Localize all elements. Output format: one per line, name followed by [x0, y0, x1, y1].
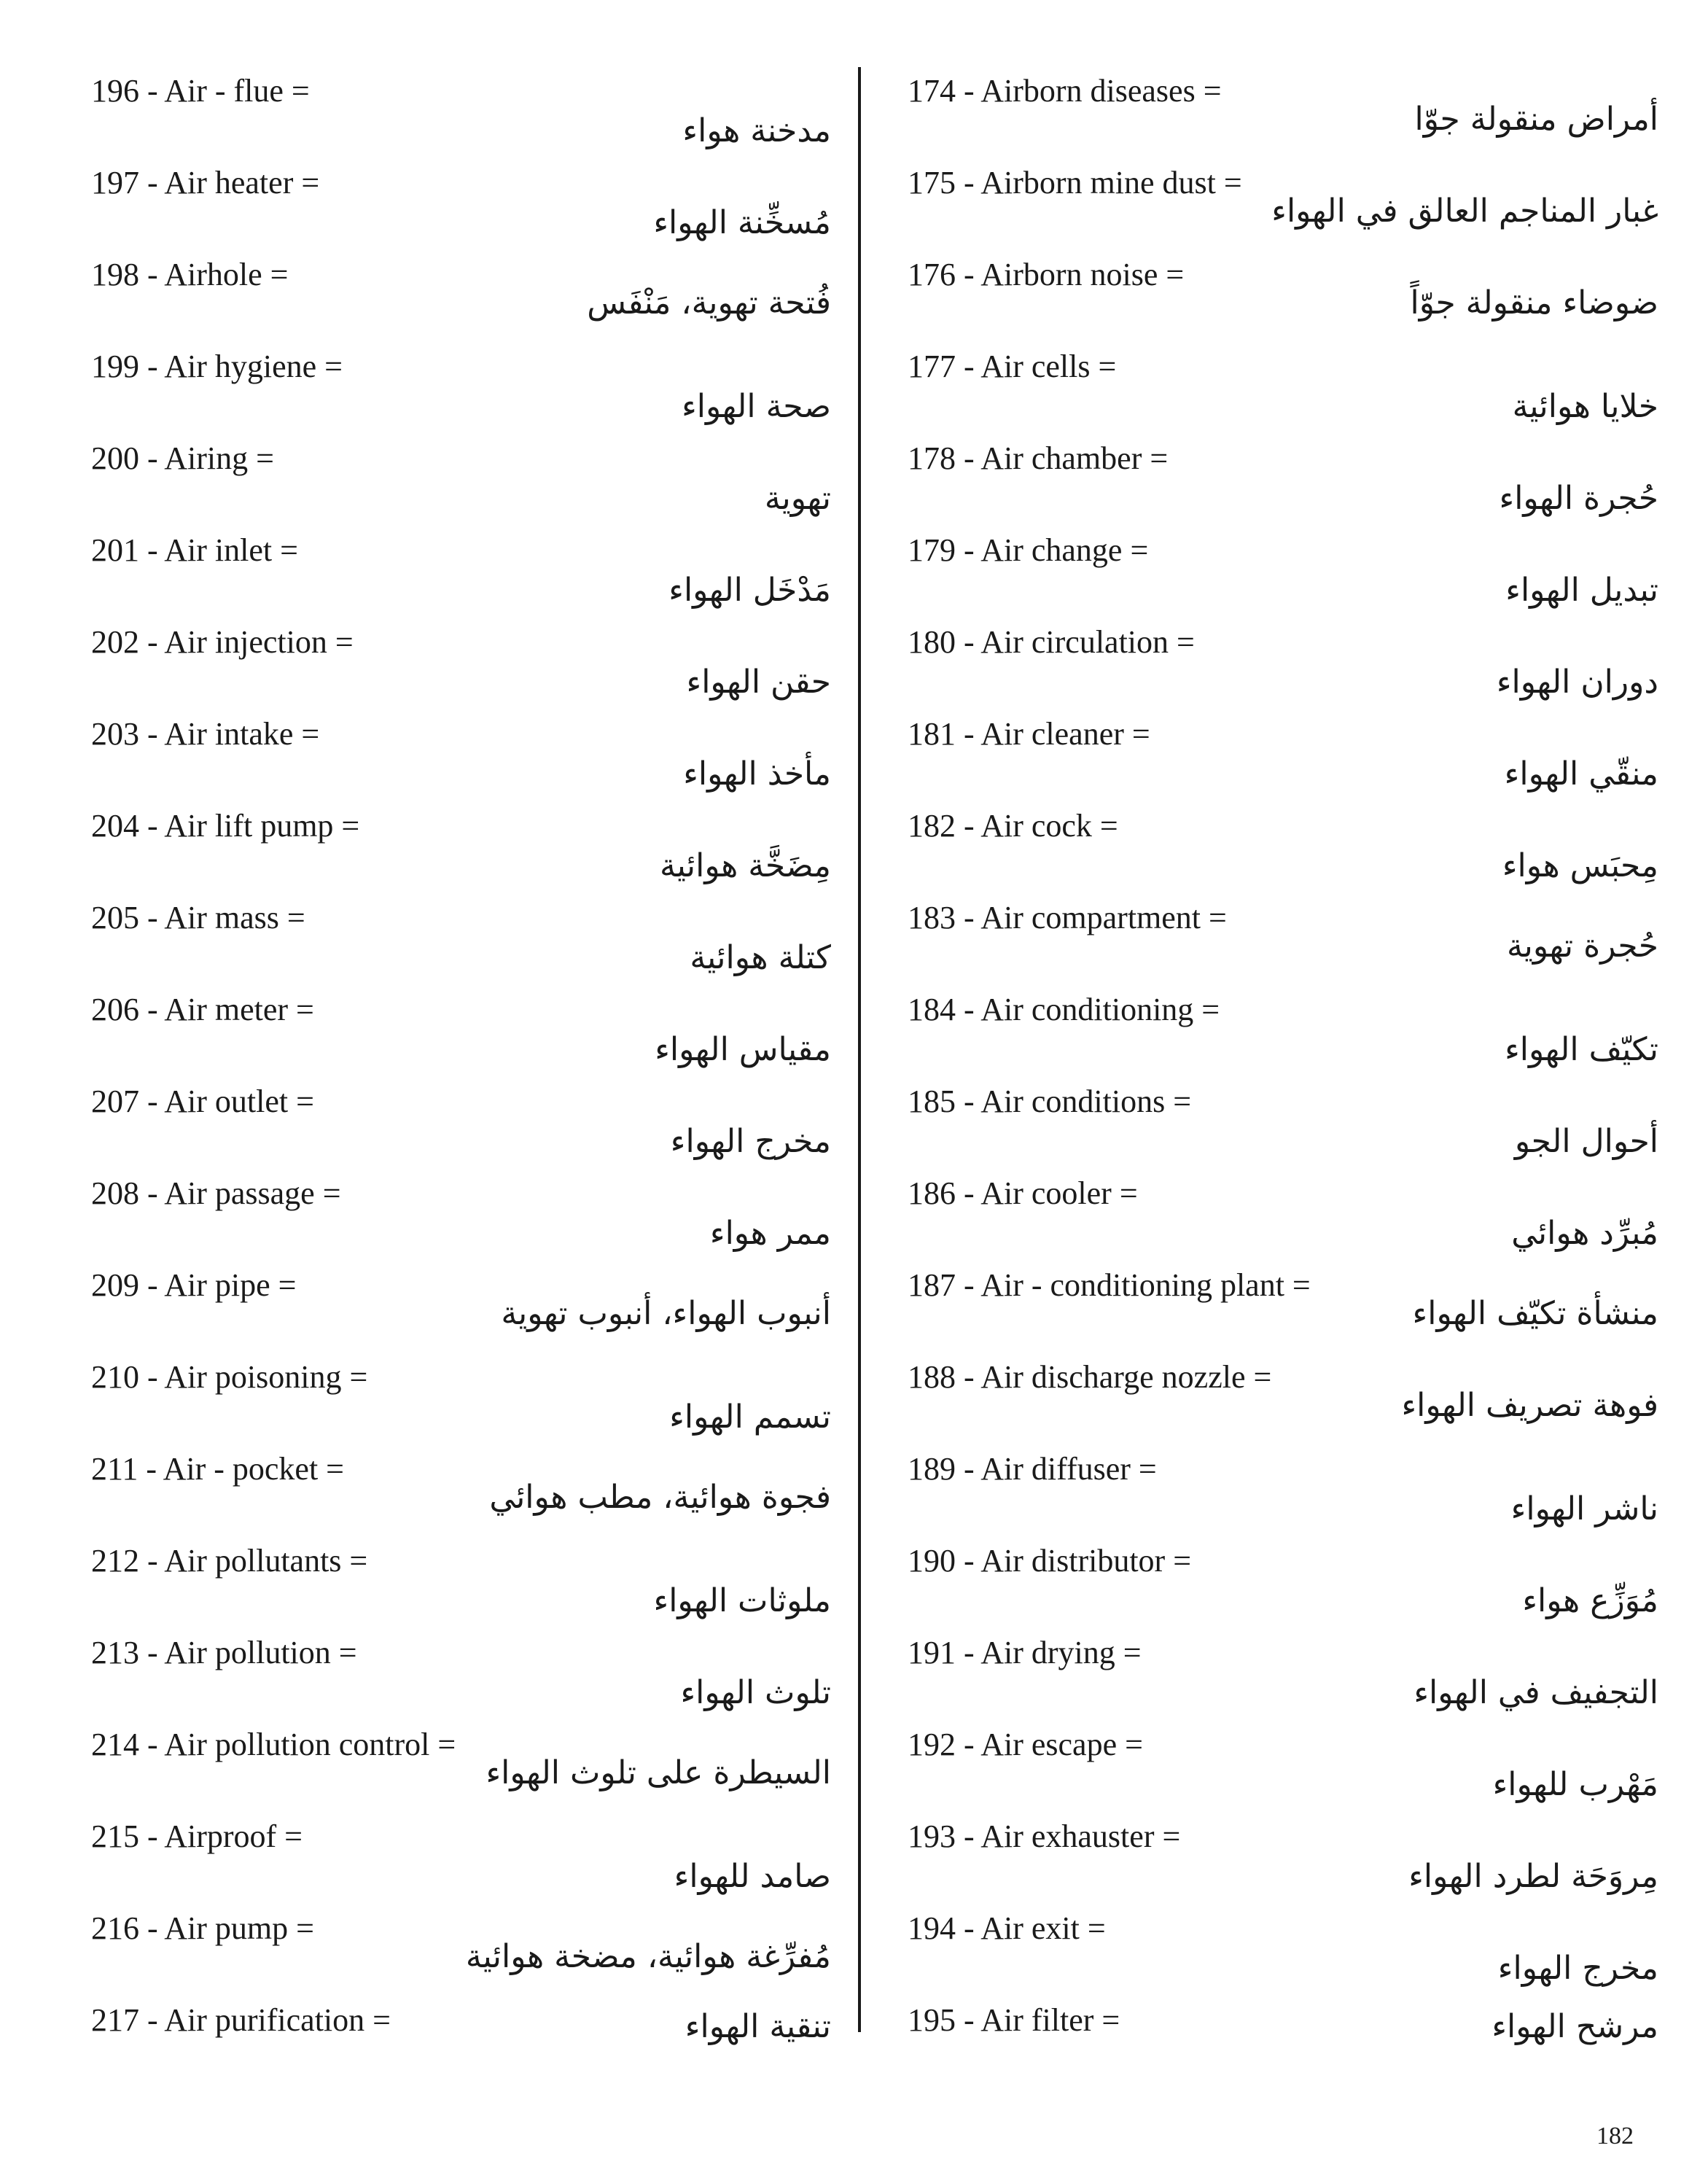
- english-term: 190 - Air distributor =: [908, 1543, 1192, 1579]
- arabic-translation: ضوضاء منقولة جوّاً: [1410, 284, 1658, 322]
- english-term: 194 - Air exit =: [908, 1910, 1106, 1946]
- arabic-translation: تلوث الهواء: [680, 1674, 831, 1711]
- right-column: [908, 73, 1658, 2094]
- arabic-translation: أنبوب الهواء، أنبوب تهوية: [501, 1295, 831, 1332]
- english-term: 185 - Air conditions =: [908, 1083, 1192, 1119]
- entry-212: [91, 1543, 831, 1635]
- page-number: 182: [1596, 2123, 1634, 2149]
- entry-199: [91, 349, 831, 440]
- entry-184: [908, 992, 1658, 1083]
- arabic-translation: فوهة تصريف الهواء: [1401, 1387, 1658, 1424]
- english-term: 208 - Air passage =: [91, 1175, 341, 1211]
- entry-180: [908, 624, 1658, 716]
- entry-181: [908, 716, 1658, 808]
- entry-206: [91, 992, 831, 1083]
- entry-214: [91, 1727, 831, 1818]
- arabic-translation: حقن الهواء: [686, 664, 831, 701]
- arabic-translation: مِحبَس هواء: [1502, 847, 1658, 884]
- english-term: 175 - Airborn mine dust =: [908, 165, 1242, 201]
- english-term: 209 - Air pipe =: [91, 1267, 297, 1303]
- entry-188: [908, 1359, 1658, 1451]
- english-term: 176 - Airborn noise =: [908, 257, 1185, 292]
- english-term: 181 - Air cleaner =: [908, 716, 1150, 752]
- english-term: 199 - Air hygiene =: [91, 349, 343, 384]
- english-term: 187 - Air - conditioning plant =: [908, 1267, 1311, 1303]
- entry-200: [91, 440, 831, 532]
- arabic-translation: السيطرة على تلوث الهواء: [486, 1754, 831, 1791]
- arabic-translation: مقياس الهواء: [655, 1031, 831, 1068]
- entry-177: [908, 349, 1658, 440]
- arabic-translation: تسمم الهواء: [669, 1398, 831, 1436]
- entry-196: [91, 73, 831, 165]
- entry-175: [908, 165, 1658, 257]
- entry-193: [908, 1818, 1658, 1910]
- entry-178: [908, 440, 1658, 532]
- english-term: 180 - Air circulation =: [908, 624, 1195, 660]
- english-term: 197 - Air heater =: [91, 165, 320, 201]
- arabic-translation: دوران الهواء: [1496, 664, 1658, 701]
- entry-213: [91, 1635, 831, 1727]
- english-term: 212 - Air pollutants =: [91, 1543, 368, 1579]
- entry-205: [91, 900, 831, 992]
- arabic-translation: كتلة هوائية: [690, 939, 831, 976]
- entry-198: [91, 257, 831, 349]
- entry-210: [91, 1359, 831, 1451]
- left-column: [91, 73, 831, 2094]
- arabic-translation: حُجرة الهواء: [1499, 480, 1658, 517]
- arabic-translation: مُبرِّد هوائي: [1511, 1215, 1658, 1252]
- entry-195: [908, 2002, 1658, 2094]
- entry-176: [908, 257, 1658, 349]
- entry-187: [908, 1267, 1658, 1359]
- english-term: 217 - Air purification =: [91, 2002, 391, 2038]
- english-term: 211 - Air - pocket =: [91, 1451, 344, 1487]
- entry-192: [908, 1727, 1658, 1818]
- arabic-translation: أمراض منقولة جوّا: [1414, 101, 1658, 138]
- english-term: 184 - Air conditioning =: [908, 992, 1220, 1027]
- arabic-translation: غبار المناجم العالق في الهواء: [1271, 192, 1658, 230]
- arabic-translation: مِضَخَّة هوائية: [660, 847, 831, 884]
- entry-201: [91, 532, 831, 624]
- arabic-translation: مِروَحَة لطرد الهواء: [1408, 1858, 1658, 1895]
- english-term: 183 - Air compartment =: [908, 900, 1227, 935]
- entry-202: [91, 624, 831, 716]
- arabic-translation: صحة الهواء: [682, 388, 831, 425]
- entry-197: [91, 165, 831, 257]
- arabic-translation: مُسخِّنة الهواء: [653, 204, 831, 241]
- english-term: 188 - Air discharge nozzle =: [908, 1359, 1272, 1395]
- english-term: 205 - Air mass =: [91, 900, 305, 935]
- arabic-translation: مُفرِّغة هوائية، مضخة هوائية: [465, 1938, 831, 1975]
- arabic-translation: مَهْرب للهواء: [1492, 1766, 1658, 1803]
- english-term: 189 - Air diffuser =: [908, 1451, 1157, 1487]
- arabic-translation: أحوال الجو: [1514, 1123, 1658, 1160]
- arabic-translation: ممر هواء: [709, 1215, 831, 1252]
- entry-204: [91, 808, 831, 900]
- arabic-translation: منقّي الهواء: [1504, 755, 1658, 793]
- entry-216: [91, 1910, 831, 2002]
- arabic-translation: مخرج الهواء: [670, 1123, 831, 1160]
- english-term: 192 - Air escape =: [908, 1727, 1143, 1762]
- english-term: 174 - Airborn diseases =: [908, 73, 1222, 109]
- arabic-translation: حُجرة تهوية: [1506, 927, 1658, 965]
- entry-190: [908, 1543, 1658, 1635]
- english-term: 198 - Airhole =: [91, 257, 289, 292]
- english-term: 200 - Airing =: [91, 440, 274, 476]
- english-term: 179 - Air change =: [908, 532, 1149, 568]
- arabic-translation: تنقية الهواء: [685, 2008, 831, 2045]
- entry-208: [91, 1175, 831, 1267]
- entry-209: [91, 1267, 831, 1359]
- arabic-translation: تهوية: [764, 480, 831, 517]
- entry-183: [908, 900, 1658, 992]
- english-term: 177 - Air cells =: [908, 349, 1117, 384]
- arabic-translation: منشأة تكيّف الهواء: [1412, 1295, 1658, 1332]
- entry-191: [908, 1635, 1658, 1727]
- arabic-translation: مُوَزِّع هواء: [1522, 1582, 1658, 1619]
- entry-189: [908, 1451, 1658, 1543]
- english-term: 202 - Air injection =: [91, 624, 354, 660]
- english-term: 186 - Air cooler =: [908, 1175, 1138, 1211]
- english-term: 178 - Air chamber =: [908, 440, 1169, 476]
- english-term: 216 - Air pump =: [91, 1910, 314, 1946]
- entry-182: [908, 808, 1658, 900]
- english-term: 207 - Air outlet =: [91, 1083, 314, 1119]
- arabic-translation: ناشر الهواء: [1510, 1490, 1658, 1528]
- entry-194: [908, 1910, 1658, 2002]
- arabic-translation: مخرج الهواء: [1497, 1950, 1658, 1987]
- english-term: 214 - Air pollution control =: [91, 1727, 456, 1762]
- entry-179: [908, 532, 1658, 624]
- arabic-translation: تكيّف الهواء: [1505, 1031, 1658, 1068]
- entry-174: [908, 73, 1658, 165]
- entry-203: [91, 716, 831, 808]
- english-term: 206 - Air meter =: [91, 992, 314, 1027]
- arabic-translation: التجفيف في الهواء: [1413, 1674, 1658, 1711]
- arabic-translation: مأخذ الهواء: [683, 755, 831, 793]
- arabic-translation: مرشح الهواء: [1491, 2008, 1658, 2045]
- english-term: 191 - Air drying =: [908, 1635, 1142, 1670]
- column-divider: [858, 67, 861, 2032]
- entry-211: [91, 1451, 831, 1543]
- arabic-translation: صامد للهواء: [674, 1858, 831, 1895]
- english-term: 210 - Air poisoning =: [91, 1359, 368, 1395]
- arabic-translation: ملوثات الهواء: [653, 1582, 831, 1619]
- english-term: 193 - Air exhauster =: [908, 1818, 1181, 1854]
- entry-185: [908, 1083, 1658, 1175]
- arabic-translation: فجوة هوائية، مطب هوائي: [489, 1479, 831, 1516]
- entry-186: [908, 1175, 1658, 1267]
- arabic-translation: خلايا هوائية: [1512, 388, 1658, 425]
- entry-215: [91, 1818, 831, 1910]
- arabic-translation: تبديل الهواء: [1505, 572, 1658, 609]
- english-term: 203 - Air intake =: [91, 716, 320, 752]
- english-term: 213 - Air pollution =: [91, 1635, 357, 1670]
- english-term: 182 - Air cock =: [908, 808, 1118, 844]
- arabic-translation: مَدْخَل الهواء: [668, 572, 831, 609]
- entry-217: [91, 2002, 831, 2094]
- english-term: 196 - Air - flue =: [91, 73, 310, 109]
- arabic-translation: فُتحة تهوية، مَنْفَس: [587, 284, 831, 322]
- english-term: 204 - Air lift pump =: [91, 808, 360, 844]
- entry-207: [91, 1083, 831, 1175]
- english-term: 201 - Air inlet =: [91, 532, 298, 568]
- english-term: 215 - Airproof =: [91, 1818, 303, 1854]
- arabic-translation: مدخنة هواء: [682, 112, 831, 149]
- english-term: 195 - Air filter =: [908, 2002, 1120, 2038]
